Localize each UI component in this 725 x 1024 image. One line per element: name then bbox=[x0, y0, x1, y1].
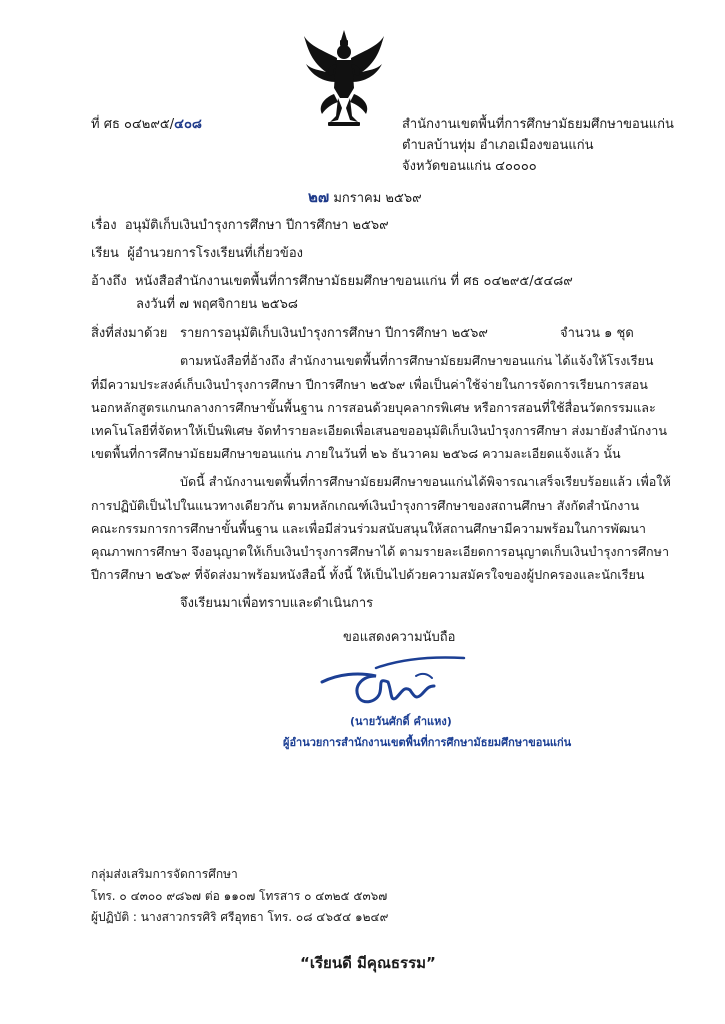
agency-address-line: ตำบลบ้านทุ่ม อำเภอเมืองขอนแก่น bbox=[402, 138, 594, 153]
reference-date: ลงวันที่ ๗ พฤศจิกายน ๒๕๖๘ bbox=[136, 297, 298, 312]
recipient-line: เรียน ผู้อำนวยการโรงเรียนที่เกี่ยวข้อง bbox=[91, 246, 303, 261]
paragraph-line: บัดนี้ สำนักงานเขตพื้นที่การศึกษามัธยมศึกษาขอนแก่นได้พิจารณาเสร็จเรียบร้อยแล้ว เพื่อให้ bbox=[180, 474, 671, 489]
paragraph-line: คณะกรรมการการศึกษาขั้นพื้นฐาน และเพื่อมีส่วนร่วมสนับสนุนให้สถานศึกษามีความพร้อมในการพัฒนา bbox=[91, 521, 646, 536]
paragraph-line: การปฏิบัติเป็นไปในแนวทางเดียวกัน ตามหลักเกณฑ์เงินบำรุงการศึกษาของสถานศึกษา สังกัดสำนักงาน bbox=[91, 498, 640, 513]
paragraph-line: เขตพื้นที่การศึกษามัธยมศึกษาขอนแก่น ภายในวันที่ ๒๖ ธันวาคม ๒๕๖๘ ความละเอียดแจ้งแล้ว นั้น bbox=[91, 446, 621, 461]
paragraph-line: นอกหลักสูตรแกนกลางการศึกษาขั้นพื้นฐาน การสอนด้วยบุคลากรพิเศษ หรือการสอนที่ใช้สื่อนวัตกรรมและ bbox=[91, 400, 656, 415]
enclosure-line: สิ่งที่ส่งมาด้วย bbox=[91, 326, 168, 341]
officer-line: ผู้ปฏิบัติ : นางสาวกรรศิริ ศรีอุทธา โทร. ๐๘ ๔๖๕๔ ๑๒๔๙ bbox=[91, 910, 389, 924]
motto: “เรียนดี มีคุณธรรม” bbox=[300, 954, 436, 972]
paragraph-line: ปีการศึกษา ๒๕๖๙ ที่จัดส่งมาพร้อมหนังสือนี้ ทั้งนี้ ให้เป็นไปด้วยความสมัครใจของผู้ปกครองและนักเรียน bbox=[91, 567, 645, 582]
handwritten-signature-icon bbox=[318, 652, 468, 714]
signatory-name: (นายวันศักดิ์ คำแหง) bbox=[350, 715, 452, 728]
enclosure-quantity: จำนวน ๑ ชุด bbox=[560, 326, 634, 341]
reference-line: อ้างถึง หนังสือสำนักงานเขตพื้นที่การศึกษามัธยมศึกษาขอนแก่น ที่ ศธ ๐๔๒๙๕/๕๔๘๙ bbox=[91, 274, 573, 289]
enclosure-text: รายการอนุมัติเก็บเงินบำรุงการศึกษา ปีการศึกษา ๒๕๖๙ bbox=[180, 326, 488, 341]
paragraph-line: คุณภาพการศึกษา จึงอนุญาตให้เก็บเงินบำรุงการศึกษาได้ ตามรายละเอียดการอนุญาตเก็บเงินบำรุงการศึกษา bbox=[91, 544, 670, 559]
agency-name: สำนักงานเขตพื้นที่การศึกษามัธยมศึกษาขอนแก่น bbox=[402, 117, 674, 132]
paragraph-line: ที่มีความประสงค์เก็บเงินบำรุงการศึกษา ปีการศึกษา ๒๕๖๙ เพื่อเป็นค่าใช้จ่ายในการจัดการเรียนการสอน bbox=[91, 377, 648, 392]
agency-province-line: จังหวัดขอนแก่น ๔๐๐๐๐ bbox=[402, 159, 537, 174]
closing-request: จึงเรียนมาเพื่อทราบและดำเนินการ bbox=[180, 596, 374, 611]
paragraph-line: ตามหนังสือที่อ้างถึง สำนักงานเขตพื้นที่การศึกษามัธยมศึกษาขอนแก่น ได้แจ้งให้โรงเรียน bbox=[180, 353, 654, 368]
letter-date: ๒๗ มกราคม ๒๕๖๙ bbox=[308, 188, 422, 206]
paragraph-line: เทคโนโลยีที่จัดหาให้เป็นพิเศษ จัดทำรายละเอียดเพื่อเสนอขออนุมัติเก็บเงินบำรุงการศึกษา ส่งมายังสำนักงาน bbox=[91, 423, 667, 438]
phone-line: โทร. ๐ ๔๓๐๐ ๙๘๖๗ ต่อ ๑๑๐๗ โทรสาร ๐ ๔๓๒๕ ๕๓๖๗ bbox=[91, 889, 388, 903]
signatory-position: ผู้อำนวยการสำนักงานเขตพื้นที่การศึกษามัธยมศึกษาขอนแก่น bbox=[283, 736, 572, 749]
department-name: กลุ่มส่งเสริมการจัดการศึกษา bbox=[91, 867, 238, 881]
garuda-emblem-icon bbox=[302, 28, 386, 128]
subject-line: เรื่อง อนุมัติเก็บเงินบำรุงการศึกษา ปีการศึกษา ๒๕๖๙ bbox=[91, 218, 389, 233]
reference-number: ที่ ศธ ๐๔๒๙๕/๔๐๘ bbox=[91, 117, 202, 132]
salutation: ขอแสดงความนับถือ bbox=[343, 630, 456, 645]
